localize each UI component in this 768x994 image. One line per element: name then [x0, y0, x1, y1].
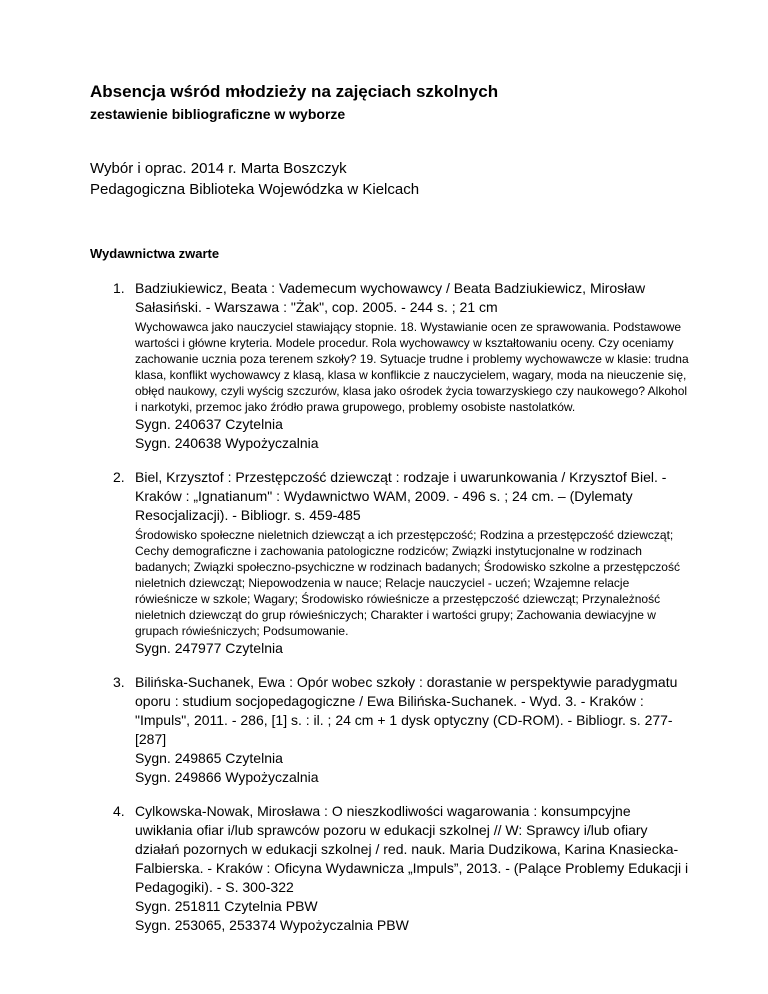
entry-citation: Bilińska-Suchanek, Ewa : Opór wobec szkoły : dorastanie w perspektywie paradygmatu oporu : studium socjopedagogiczne / Ewa Bilińska-Suchanek. - Wyd. 3. - Kraków : "Impuls", 2011. - 286, [1] s. : il. ; 24 cm + 1 dysk optyczny (CD-ROM). - Bibliogr. s. 277-[287] [135, 674, 678, 747]
section-heading: Wydawnictwa zwarte [90, 246, 220, 261]
bibliography-entry [90, 802, 690, 935]
document-page [90, 80, 690, 950]
entry-signature: Sygn. 253065, 253374 Wypożyczalnia PBW [135, 917, 409, 933]
entry-number: 2. [113, 469, 125, 485]
bibliography-entry [90, 279, 690, 453]
entry-signature: Sygn. 247977 Czytelnia [135, 640, 283, 656]
entry-description: Wychowawca jako nauczyciel stawiający stopnie. 18. Wystawianie ocen ze sprawowania. Podstawowe wartości i główne kryteria. Modele procedur. Rola wychowawcy w kształtowaniu oceny. Czy oceniamy zachowanie ucznia poza terenem szkoły? 19. Sytuacje trudne i problemy wychowawcze w klasie: trudna klasa, konflikt wychowawcy z klasą, klasa w konflikcie z nauczycielem, wagary, moda na nieuczenie się, obłęd naukowy, czyli wyścig szczurów, klasa jako ośrodek życia towarzyskiego czy naukowego? Alkohol i narkotyki, przemoc jako źródło prawa grupowego, problemy osobiste nastolatków. [135, 320, 689, 414]
entry-number: 1. [113, 280, 125, 296]
credits [90, 158, 690, 200]
entry-signature: Sygn. 251811 Czytelnia PBW [135, 898, 318, 914]
entry-description: Środowisko społeczne nieletnich dziewcząt a ich przestępczość; Rodzina a przestępczość dziewcząt; Cechy demograficzne i zachowania patologiczne rodziców; Związki instytucjonalne w rodzinach badanych; Związki społeczno-psychiczne w rodzinach badanych; Środowisko szkolne a przestępczość nieletnich dziewcząt; Niepowodzenia w nauce; Relacje nauczyciel - uczeń; Wzajemne relacje rówieśnicze w szkole; Wagary; Środowisko rówieśnicze a przestępczość dziewcząt; Przynależność nieletnich dziewcząt do grup rówieśniczych; Charakter i wartości grupy; Zachowania dewiacyjne w grupach rówieśniczych; Podsumowanie. [135, 528, 680, 638]
entry-number: 3. [113, 674, 125, 690]
entry-citation: Badziukiewicz, Beata : Vademecum wychowawcy / Beata Badziukiewicz, Mirosław Sałasiński. - Warszawa : "Żak", cop. 2005. - 244 s. ; 21 cm [135, 280, 646, 315]
entry-number: 4. [113, 803, 125, 819]
credits-institution: Pedagogiczna Biblioteka Wojewódzka w Kielcach [90, 181, 420, 198]
bibliography-entry [90, 673, 690, 787]
entry-citation: Biel, Krzysztof : Przestępczość dziewcząt : rodzaje i uwarunkowania / Krzysztof Biel. - Kraków : „Ignatianum" : Wydawnictwo WAM, 2009. - 496 s. ; 24 cm. – (Dylematy Resocjalizacji). - Bibliogr. s. 459-485 [135, 469, 667, 523]
document-subtitle: zestawienie bibliograficzne w wyborze [90, 106, 346, 122]
bibliography-entry [90, 468, 690, 658]
credits-author: Wybór i oprac. 2014 r. Marta Boszczyk [90, 160, 347, 177]
entry-signature: Sygn. 240637 Czytelnia [135, 416, 283, 432]
entry-signature: Sygn. 249865 Czytelnia [135, 750, 283, 766]
entry-signature: Sygn. 249866 Wypożyczalnia [135, 769, 319, 785]
entry-signature: Sygn. 240638 Wypożyczalnia [135, 435, 319, 451]
bibliography-list [90, 279, 690, 935]
entry-citation: Cylkowska-Nowak, Mirosława : O nieszkodliwości wagarowania : konsumpcyjne uwikłania ofiar i/lub sprawców pozoru w edukacji szkolnej // W: Sprawcy i/lub ofiary działań pozornych w edukacji szkolnej / red. nauk. Maria Dudzikowa, Karina Knasiecka-Falbierska. - Kraków : Oficyna Wydawnicza „Impuls”, 2013. - (Palące Problemy Edukacji i Pedagogiki). - S. 300-322 [135, 803, 689, 895]
document-title: Absencja wśród młodzieży na zajęciach szkolnych [90, 82, 499, 101]
